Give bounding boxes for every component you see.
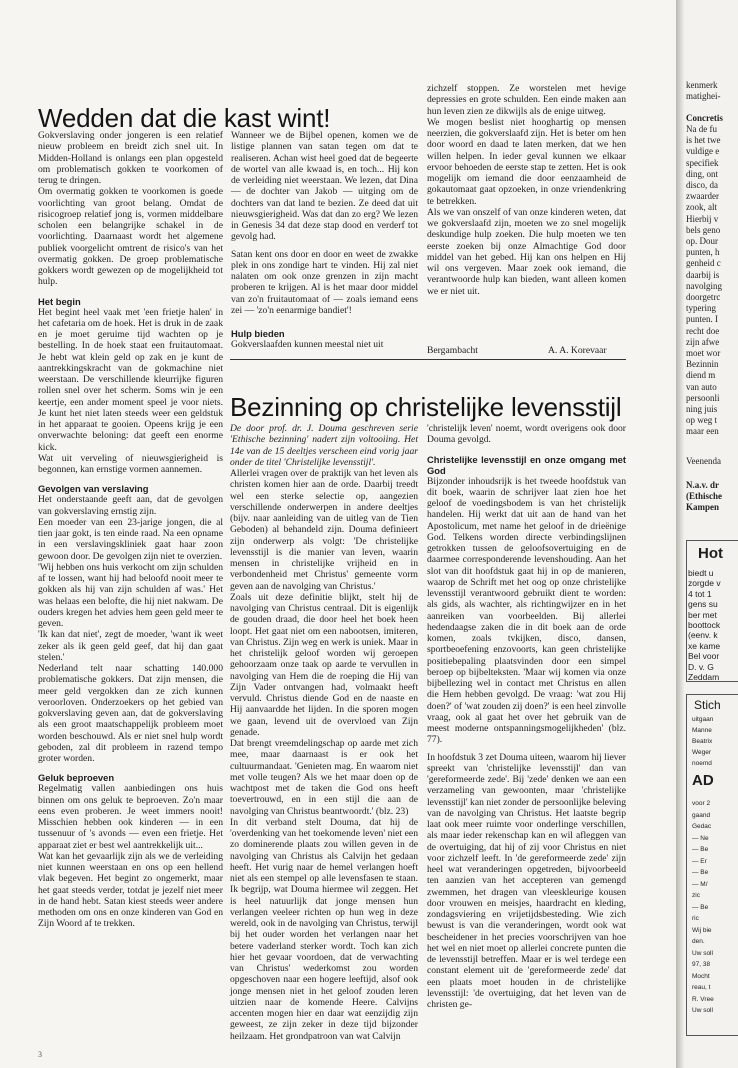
text-line: zwaarder (686, 191, 719, 202)
paragraph: Regelmatig vallen aanbiedingen ons huis binnen om ons geluk te beproeven. Zo'n maar eens even proberen. Je weet immers nooit! Misschien hebben ook kinderen — in een tussenuur of 's avonds — even een frietje. Het apparaat ziet er best wel aantrekkelijk uit... (38, 783, 223, 851)
text-line: uitgaan (692, 716, 714, 723)
text-line: doorgetrc (686, 292, 721, 302)
signature-place: Bergambacht (427, 345, 478, 356)
paragraph: Gokverslaving onder jongeren is een relatief nieuw probleem en breidt zich snel uit. In Midden-Holland is onlangs een plan opgesteld om problematisch gokken te voorkomen of terug te dringen. (38, 130, 223, 186)
text-line: is het twe (686, 135, 721, 146)
subheading: Hulp bieden (231, 328, 285, 339)
paragraph: Wat uit verveling of nieuwsgierigheid is begonnen, kan ernstige vormen aannemen. (38, 452, 223, 475)
text-line: voor 2 (692, 800, 711, 807)
ad-title: Stich (694, 698, 721, 712)
place-line: Veenenda (686, 456, 721, 466)
text-line: op weg t (686, 415, 717, 426)
subheading: Concretis (686, 113, 723, 123)
paragraph: Een moeder van een 23-jarige jongen, die al tien jaar gokt, is ten einde raad. Na een opname in een verslavingskliniek gaat haar zoon gewoon door. De gevolgen zijn niet te overzien. (38, 516, 223, 562)
article-column-1 (38, 130, 223, 930)
text-line: bels geno (686, 224, 721, 235)
paragraph: 'Ik kan dat niet', zegt de moeder, 'want ik weet zeker als ik geen geld geef, dat hij dan gaat stelen.' (38, 629, 223, 663)
text-line: Weger (692, 749, 712, 756)
text-line: Beatrix (692, 738, 713, 745)
paragraph: 'Wij hebben ons huis verkocht om zijn schulden af te lossen, want hij had beloofd nooit meer te gokken als hij van zijn schulden af was.' Het was helaas een belofte, die hij niet nakwam. De ouders kregen het advies hem geen geld meer te geven. (38, 561, 223, 629)
text-line: punten, h (686, 247, 720, 258)
text-line: gaand (692, 811, 711, 819)
paragraph: zichzelf stoppen. Ze worstelen met hevige depressies en grote schulden. Een einde maken aan hun leven zien ze dikwijls als de enige uitweg. (427, 83, 626, 117)
text-line: vuldige e (686, 146, 720, 157)
text-line: daarbij is (686, 269, 720, 280)
text-line: Hierbij v (686, 213, 719, 224)
article-column-2 (231, 130, 418, 350)
article-divider (230, 359, 626, 360)
subheading: Geluk beproeven (38, 772, 115, 784)
paragraph: 'christelijk leven' noemt, wordt overigens ook door Douma gevolgd. (427, 423, 626, 446)
article-column-1 (230, 423, 418, 1042)
text-line: Zeddam (688, 672, 720, 682)
text-line: navolging (686, 280, 722, 291)
text-line: noemd (692, 760, 712, 767)
text-line: van auto (686, 381, 717, 392)
text-line: ding, ont (686, 168, 719, 179)
text-line: 97, 38 (692, 961, 711, 968)
paragraph: We mogen beslist niet hooghartig op mensen neerzien, die gokverslaafd zijn. Het is beter om hen door woord en daad te laten merken, dat we hen willen helpen. In ieder geval kunnen we elkaar ervoor behoeden de eerste stap te zetten. Het is ook mogelijk om iemand die door eenzaamheid de gokautomaat gaat opzoeken, in onze vriendenkring te betrekken. (427, 116, 626, 207)
text-line: recht doe (686, 325, 720, 336)
text-line: Gedac (692, 823, 712, 830)
text-line: genheid c (686, 258, 721, 269)
text-line: Na de fu (686, 124, 717, 134)
ad-title: AD (692, 772, 714, 789)
paragraph: Nederland telt naar schatting 140.000 problematische gokkers. Dat zijn mensen, die meer geld vergokken dan ze zich kunnen veroorloven. Onderzoekers op het gebied van gokverslaving geven aan, dat de gokverslaving als een groot maatschappelijk probleem moet worden beschouwd. Als er niet snel hulp wordt geboden, zal dit probleem in razend tempo groter worden. (38, 663, 223, 764)
text-line: D. v. G (688, 661, 714, 672)
text-line: Bezinnin (686, 359, 719, 370)
paragraph: Allerlei vragen over de praktijk van het leven als christen komen hier aan de orde. Daarbij treedt wel een sterke selectie op, aangezien verschillende onderwerpen in andere deeltjes (bijv. naar aanleiding van de uitleg van de Tien Geboden) al behandeld zijn. Douma definieert zijn onderwerp als volgt: 'De christelijke levensstijl is die manier van leven, waarin mensen in christelijke vrijheid en in verbondenheid met Christus' gemeente vorm geven aan de navolging van Christus.' (230, 468, 418, 592)
article-title: Wedden dat die kast wint! (38, 103, 331, 133)
text-line: — Be (692, 846, 709, 853)
text-line: punten. I (686, 314, 718, 325)
paragraph: Wat kan het gevaarlijk zijn als we de verleiding niet kunnen weerstaan en ons op een hellend vlak begeven. Het begint zo ongemerkt, maar het gaat steeds verder, totdat je jezelf niet meer in de hand hebt. Satan kiest steeds weer andere methoden om ons en onze kinderen van God en Zijn Woord af te trekken. (38, 850, 223, 930)
text-line: (eenv. k (688, 630, 718, 641)
article-title: Bezinning op christelijke levensstijl (230, 392, 622, 422)
paragraph: Gokverslaafden kunnen meestal niet uit (231, 339, 384, 350)
paragraph: Het onderstaande geeft aan, dat de gevolgen van gokverslaving ernstig zijn. (38, 494, 223, 517)
text-line: Mocht (692, 972, 710, 980)
paragraph: Het begint heel vaak met 'een frietje halen' in het cafetaria om de hoek. Het is druk in de zaak en je moet geruime tijd wachten op je bestelling. In de hoek staat een fruitautomaat. Je hebt wat klein geld op zak en je kunt de aantrekkingskracht van de gokmachine niet weerstaan. De verschillende kleurrijke figuren rollen snel over het scherm. Soms win je een keertje, een ander moment speel je voor niets. Je kunt het niet laten steeds weer een geldstuk in het apparaat te gooien. Opeens krijg je een onverwachte beloning: dat geeft een enorme kick. (38, 306, 223, 453)
text-line: op. Dour (686, 236, 718, 246)
page-gutter (676, 0, 684, 1068)
page-number: 3 (38, 1050, 42, 1059)
paragraph: Bijzonder inhoudsrijk is het tweede hoofdstuk van dit boek, waarin de schrijver laat zien hoe het geloof de voedingsbodem is van het christelijk handelen. Hij werkt dat uit aan de hand van het Apostolicum, met name het geloof in de drieënige God. Telkens worden directe verbindingslijnen getrokken tussen de geloofsovertuiging en de daarmee corresponderende levenshouding. Aan het slot van dit hoofdstuk gaat hij in op de manieren, waarop de Schrift met het oog op onze christelijke levensstijl verantwoord gebruikt dient te worden: als gids, als wachter, als richtingwijzer en in het aanreiken van voorbeelden. Bij allerlei hedendaagse zaken die in dit boek aan de orde komen, zoals tvkijken, disco, dansen, sportbeoefening enzovoorts, kan geen christelijke positiebepaling plaatsvinden door een simpel beroep op bijbelteksten. 'Maar wij komen via onze bijbellezing wel in contact met Christus en allen die Hem hebben gevolgd. De vraag: 'wat zou Hij doen?' of 'wat zouden zij doen?' is een heel zinvolle vraag, ook al gaat het over het gebruik van de meest moderne ontspanningsmogelijkheden' (blz. 77). (427, 475, 626, 746)
text-line: Uw soll (692, 949, 713, 957)
paragraph: Zoals uit deze definitie blijkt, stelt hij de navolging van Christus centraal. Dit is eigenlijk de gouden draad, die door heel het boek heen loopt. Het gaat niet om een nabootsen, imiteren, van Christus. Zijn weg en werk is uniek. Maar in het christelijk geloof worden wij geroepen gehoorzaam onze taak op aarde te vervullen in navolging van Hem die de roeping die Hij van Zijn Vader ontvangen had, volmaakt heeft vervuld. Christus diende God en de naaste en Hij aanvaardde het lijden. In die sporen mogen we gaan, levend uit de overvloed van Zijn genade. (230, 591, 418, 738)
text-line: specifiek (686, 157, 719, 168)
text-line: reau, t (692, 984, 711, 991)
paragraph: In hoofdstuk 3 zet Douma uiteen, waarom hij liever spreekt van 'christelijke levensstijl' dan van 'gereformeerde zede'. Bij 'zede' denken we aan een verzameling van gewoonten, maar 'christelijke levensstijl' kan niet zonder de persoonlijke beleving van de navolging van Christus. Het laatste begrip laat ook meer ruimte voor onderlinge verschillen, als maar ieder rekenschap kan en wil afleggen van de overtuiging, dat hij of zij voor Christus en niet voor zichzelf leeft. In 'de gereformeerde zede' zijn heel wat veranderingen opgetreden, bijvoorbeeld ten aanzien van het accepteren van gemengd zwemmen, het dragen van vleeskleurige kousen door vrouwen en meisjes, haardracht en kleding, zondagsviering en vrijetijdsbesteding. Wie zich bewust is van die veranderingen, wordt ook wat bescheidener in het precies voorschrijven van hoe het wel en niet moet op allerlei concrete punten die de levensstijl betreffen. Maar er is wel terdege een constant element uit de 'gereformeerde zede' dat een plaats moet houden in de christelijke levensstijl: 'de overtuiging, dat het leven van de christen ge- (427, 751, 626, 1010)
text-line: — Be (692, 869, 709, 876)
paragraph: Wanneer we de Bijbel openen, komen we de listige plannen van satan tegen om dat te realiseren. Achan wist heel goed dat de begeerte de wortel van alle kwaad is, en toch... Hij kon de verleiding niet weerstaan. We lezen, dat Dina — de dochter van Jakob — uitging om de dochters van dat land te bezien. Ze deed dat uit nieuwsgierigheid. Was dat dan zo erg? We lezen in Genesis 34 dat deze stap dood en verderf tot gevolg had. (231, 130, 418, 243)
text-line: moet wor (686, 348, 721, 358)
text-line: R. Vree (692, 995, 714, 1003)
facing-page (684, 0, 738, 1068)
text-line: — Ne (692, 834, 709, 842)
text-line: Kampen (686, 502, 720, 512)
text-line: disco, da (686, 180, 718, 190)
ad-title: Hot (698, 545, 723, 562)
article-column-2 (427, 423, 626, 1010)
text-line: Wij bie (692, 926, 712, 934)
text-line: den. (692, 938, 705, 945)
article-column-3 (427, 83, 626, 297)
text-line: (Ethische (686, 491, 722, 501)
text-line: xe kame (688, 640, 721, 651)
text-line: zijn afwe (686, 336, 720, 347)
text-line: zook, alt (686, 202, 717, 213)
text-line: gens su (688, 599, 718, 610)
text-line: biedt u (688, 568, 714, 578)
text-line: ber met (688, 609, 717, 620)
signature-author: A. A. Korevaar (548, 345, 607, 356)
text-line: Bel voor (688, 651, 720, 662)
text-line: boottock (688, 620, 721, 630)
text-line: diend m (686, 370, 716, 381)
subheading: Gevolgen van verslaving (38, 483, 149, 495)
text-line: N.a.v. dr (686, 480, 720, 490)
text-line: zic (692, 892, 700, 899)
text-line: ning juis (686, 404, 718, 414)
text-line: maar een (686, 426, 719, 437)
paragraph: Satan kent ons door en door en weet de zwakke plek in ons zondige hart te vinden. Hij zal niet nalaten om ook onze grenzen in zijn macht proberen te krijgen. Al is het maar door middel van zo'n fruitautomaat of — zoals iemand eens zei — 'zo'n eenarmige bandiet'! (231, 248, 418, 316)
intro: De door prof. dr. J. Douma geschreven serie 'Ethische bezinning' nadert zijn voltooiing. Het 14e van de 15 deeltjes verscheen eind vorig jaar onder de titel 'Christelijke levensstijl'. (230, 423, 418, 468)
text-line: zorgde v (688, 578, 721, 589)
subheading: Het begin (38, 295, 81, 307)
paragraph: Dat brengt vreemdelingschap op aarde met zich mee, maar daarnaast is er ook het cultuurmandaat. 'Genieten mag. En waarom niet met volle teugen? Als we het maar doen op de wachtpost met de taken die God ons heeft toevertrouwd, en in een stijl die aan de navolging van Christus beantwoordt.' (blz. 23) (230, 738, 418, 817)
text-line: ric (692, 915, 699, 922)
text-line: — Er (692, 857, 707, 865)
text-line: 4 tot 1 (688, 588, 712, 599)
text-line: Uw soll (692, 1007, 713, 1014)
paragraph: Als we van onszelf of van onze kinderen weten, dat we gokverslaafd zijn, moeten we zo snel mogelijk deskundige hulp zoeken. Die hulp moeten we ten eerste zoeken bij onze Almachtige God door middel van het gebed. Hij kan ons helpen en Hij wil ons vergeven. Maar zoek ook iemand, die verantwoorde hulp kan bieden, want alleen komen we er niet uit. (427, 206, 626, 297)
paragraph: In dit verband stelt Douma, dat hij de 'overdenking van het toekomende leven' niet een zo dominerende plaats zou willen geven in de navolging van Christus als Calvijn het gedaan heeft. Het vurig naar de hemel verlangen hoeft niet als een stempel op alle levensfasen te staan. Ik begrijp, wat Douma hiermee wil zeggen. Het is heel natuurlijk dat jonge mensen hun verlangen veeleer richten op hun weg in deze wereld, ook in de navolging van Christus, terwijl bij het ouder worden het verlangen naar het betere vaderland sterker wordt. Toch kan zich hier het gevaar voordoen, dat de verwachting van Christus' wederkomst zou worden opgeschoven naar een hogere leeftijd, alsof ook jonge mensen niet in het geloof zouden leren uitzien naar de komende Heere. Calvijns accenten mogen hier en daar wat eenzijdig zijn geweest, ze zijn zeker in deze tijd bijzonder heilzaam. Het grondpatroon van wat Calvijn (230, 816, 418, 1042)
paragraph: Om overmatig gokken te voorkomen is goede voorlichting van groot belang. Omdat de risicogroep relatief jong is, vormen middelbare scholen een belangrijke schakel in de voorlichting. Daarnaast wordt het algemene publiek voorgelicht omtrent de risico's van het overmatig gokken. De groep problematische gokkers wordt gewezen op de mogelijkheid tot hulp. (38, 186, 223, 288)
text-line: kenmerk (686, 80, 718, 90)
text-line: persoonli (686, 392, 720, 403)
text-line: — Be (692, 903, 709, 911)
text-line: Manne (692, 727, 712, 734)
text-line: — M/ (692, 880, 708, 888)
text-line: typering (686, 303, 716, 314)
text-line: matighei- (686, 91, 721, 101)
subheading: Christelijke levensstijl en onze omgang met God (427, 453, 626, 476)
